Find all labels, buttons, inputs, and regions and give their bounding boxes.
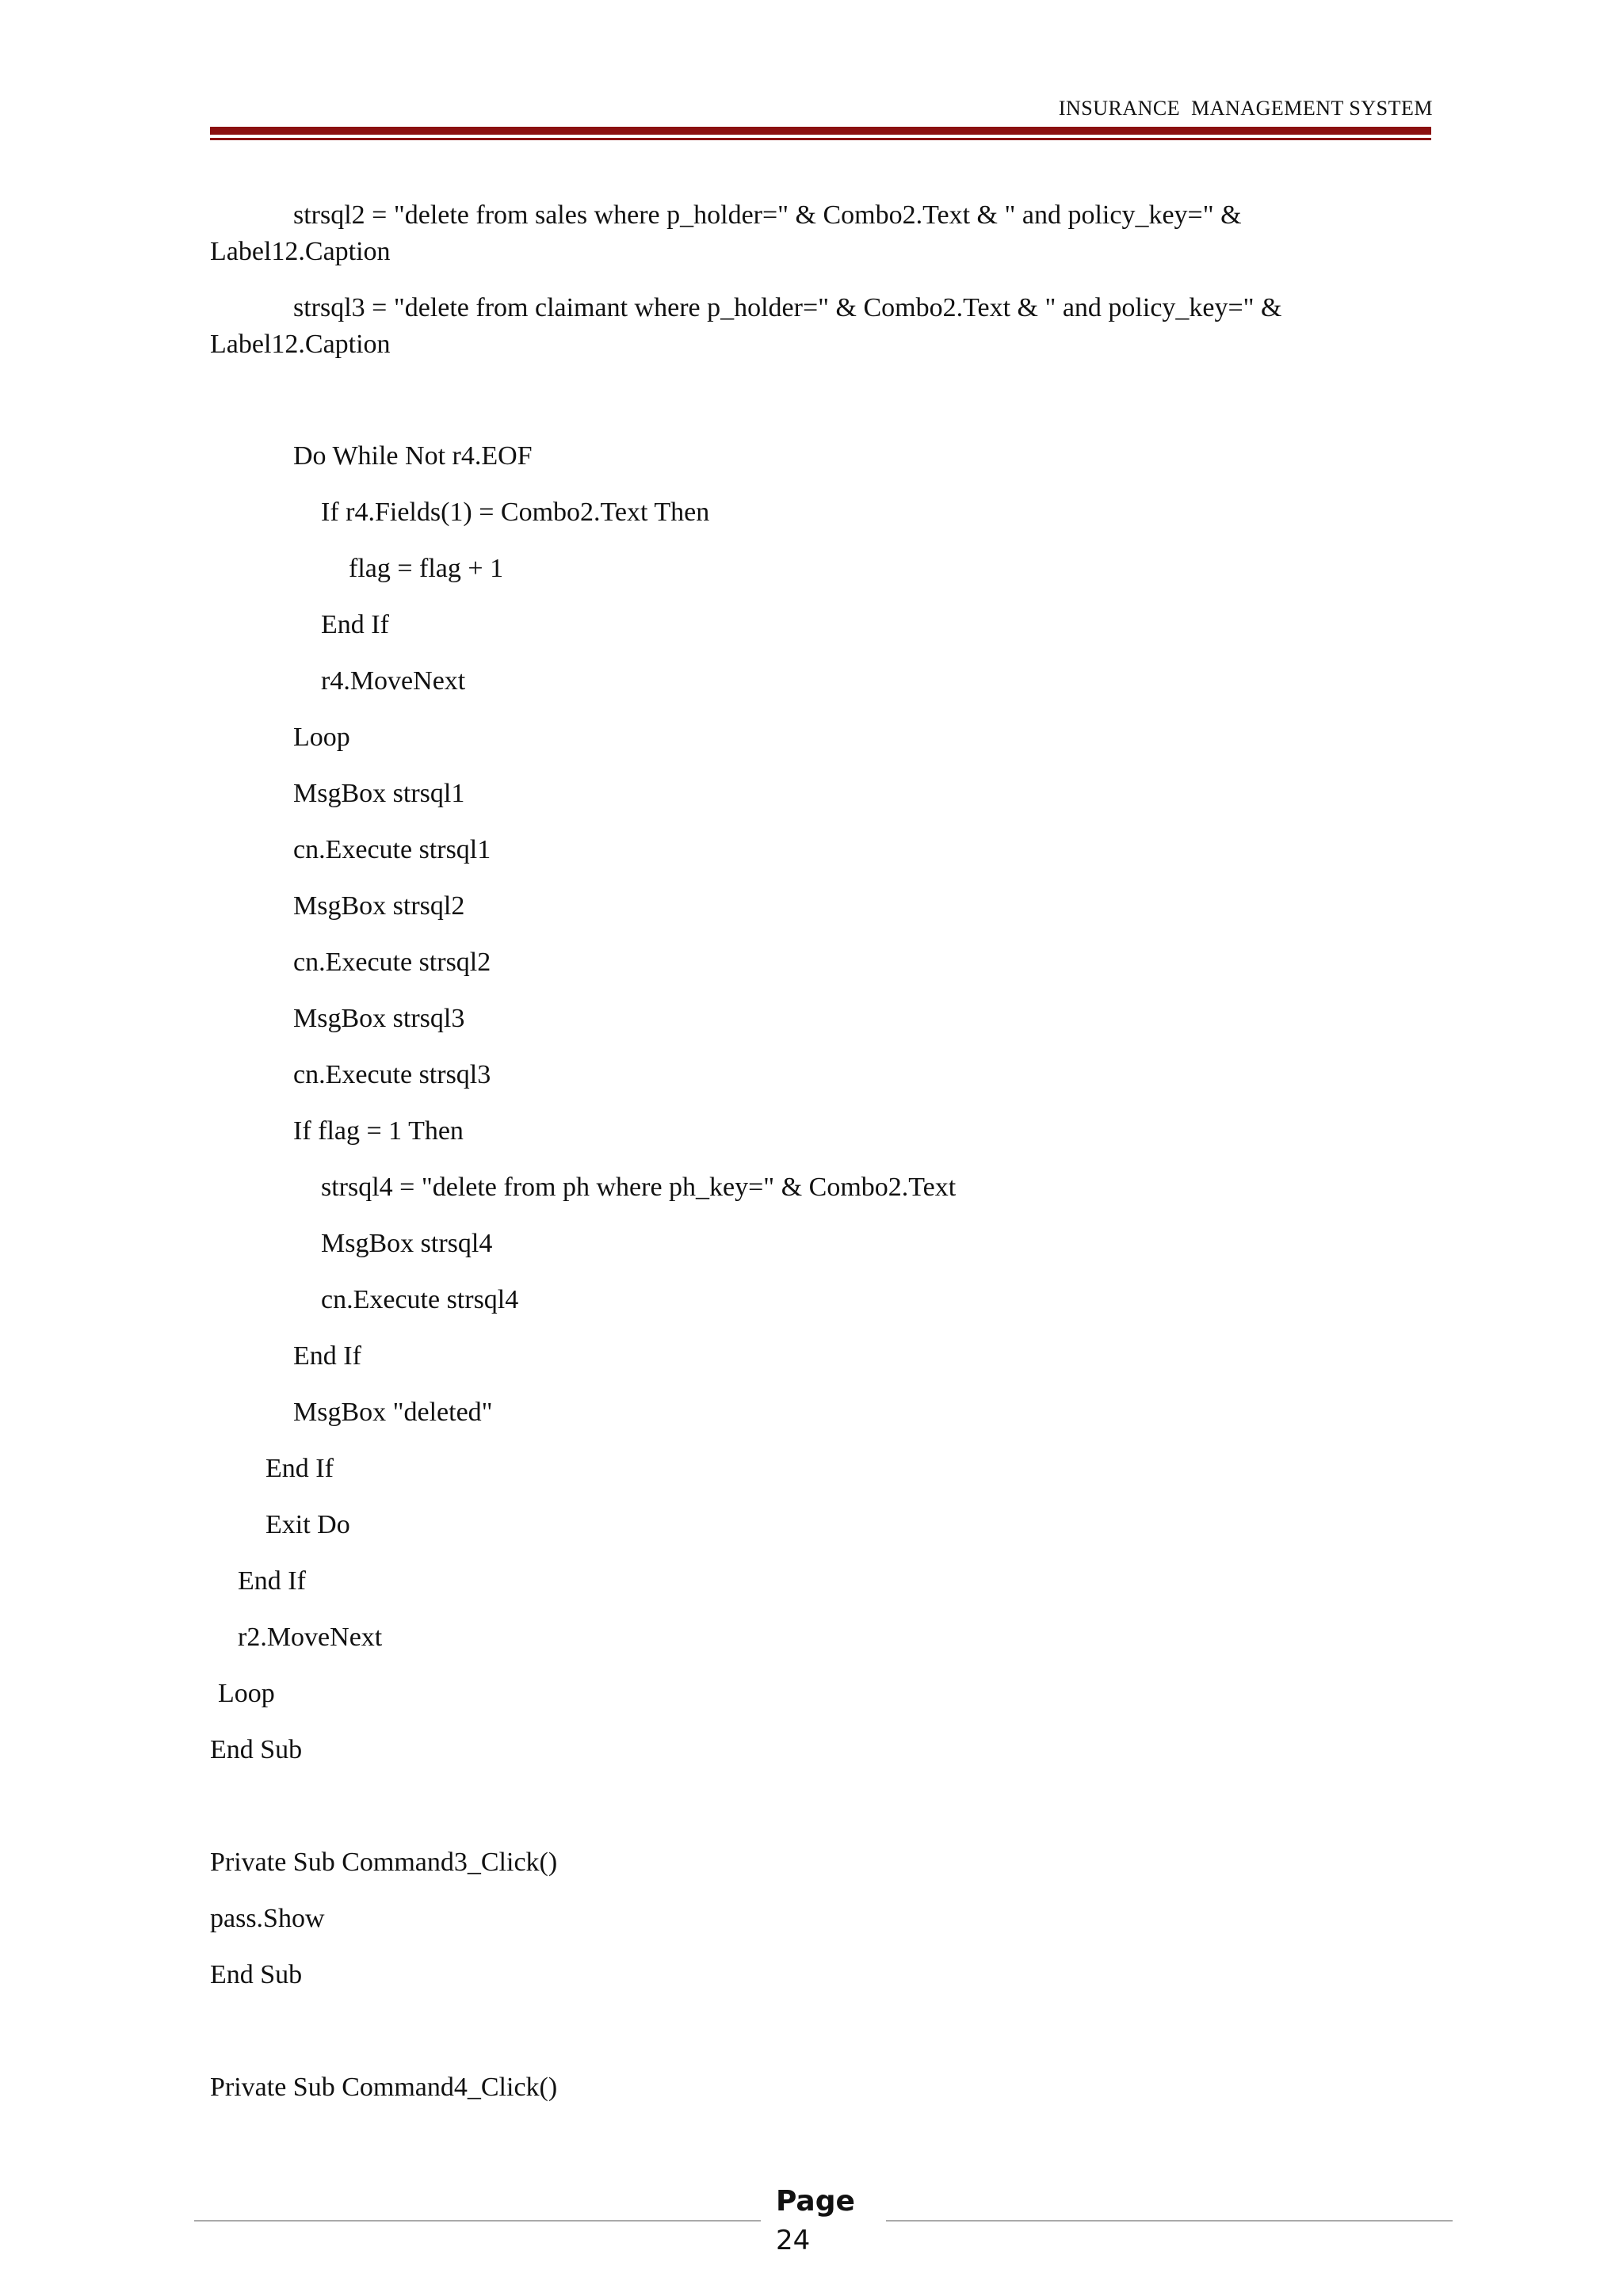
code-line: End If	[321, 610, 389, 639]
code-line: Private Sub Command3_Click()	[210, 1848, 558, 1877]
code-line: Label12.Caption	[210, 237, 391, 266]
code-line: End If	[265, 1454, 334, 1483]
header-rule-thin	[210, 138, 1431, 140]
code-line: End If	[238, 1566, 306, 1596]
code-line: Exit Do	[265, 1510, 350, 1539]
code-line: cn.Execute strsql1	[293, 835, 491, 864]
code-line: Private Sub Command4_Click()	[210, 2073, 558, 2102]
code-line: flag = flag + 1	[349, 554, 504, 583]
code-line: Label12.Caption	[210, 330, 391, 359]
code-line: pass.Show	[210, 1904, 325, 1933]
code-line: MsgBox strsql3	[293, 1004, 465, 1033]
code-line: cn.Execute strsql3	[293, 1060, 491, 1089]
footer-rule-right	[886, 2220, 1453, 2222]
code-line: End Sub	[210, 1960, 303, 1989]
code-line: MsgBox strsql4	[321, 1229, 493, 1258]
page-label: Page	[776, 2185, 855, 2218]
code-line: End If	[293, 1341, 361, 1371]
code-line: cn.Execute strsql2	[293, 948, 491, 977]
document-header-title: INSURANCE MANAGEMENT SYSTEM	[1058, 97, 1433, 120]
code-line: If r4.Fields(1) = Combo2.Text Then	[321, 498, 710, 527]
code-line: Do While Not r4.EOF	[293, 441, 533, 471]
page-number: 24	[776, 2225, 811, 2256]
code-line: strsql3 = "delete from claimant where p_holder=" & Combo2.Text & " and policy_key=" &	[293, 293, 1282, 322]
code-line: End Sub	[210, 1735, 303, 1764]
code-line: Loop	[218, 1679, 275, 1708]
code-line: If flag = 1 Then	[293, 1116, 464, 1146]
code-line: Loop	[293, 723, 350, 752]
code-line: cn.Execute strsql4	[321, 1285, 519, 1314]
code-line: MsgBox strsql1	[293, 779, 465, 808]
header-rule	[210, 127, 1431, 135]
code-line: r2.MoveNext	[238, 1623, 383, 1652]
code-line: MsgBox "deleted"	[293, 1398, 493, 1427]
code-line: strsql2 = "delete from sales where p_holder=" & Combo2.Text & " and policy_key=" &	[293, 200, 1242, 230]
code-line: strsql4 = "delete from ph where ph_key=" & Combo2.Text	[321, 1173, 957, 1202]
code-line: MsgBox strsql2	[293, 891, 465, 921]
footer-rule-left	[194, 2220, 761, 2222]
code-line: r4.MoveNext	[321, 666, 466, 696]
